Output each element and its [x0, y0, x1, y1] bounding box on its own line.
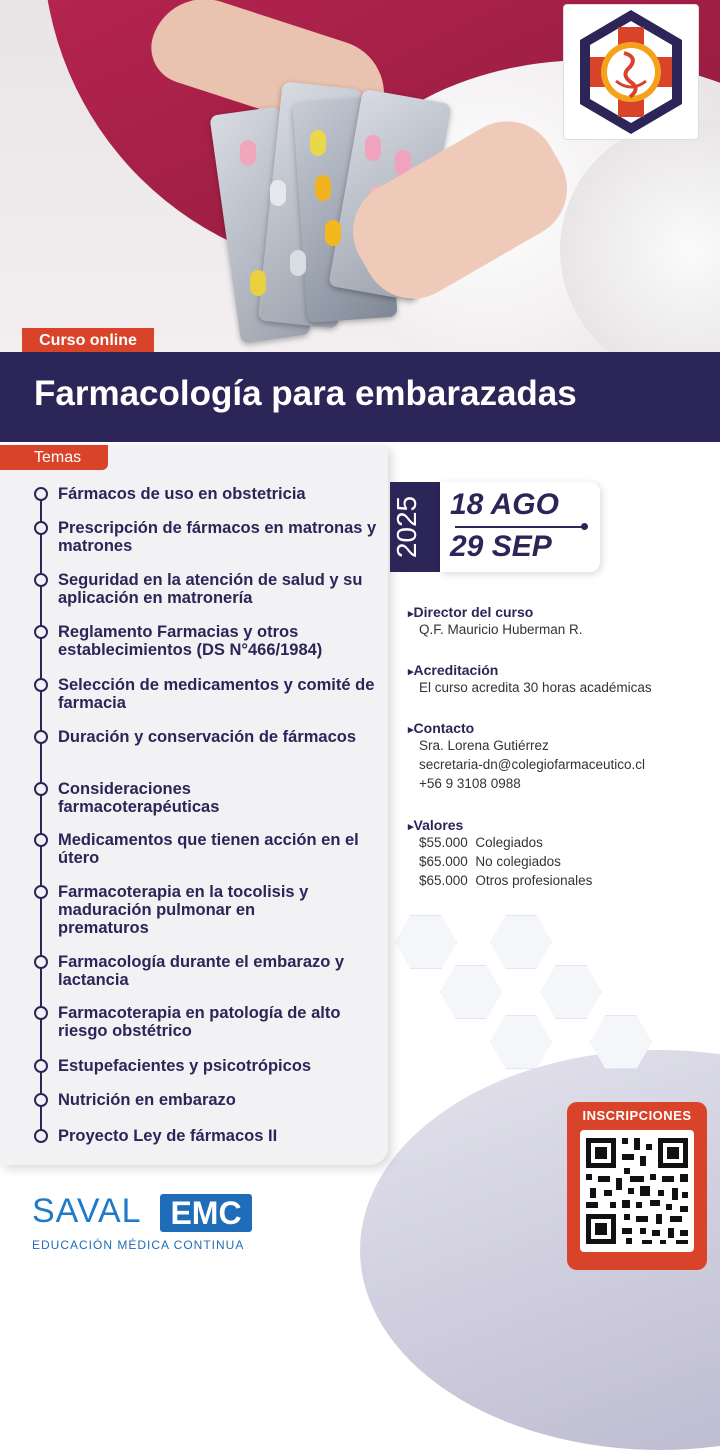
date-divider-dot	[581, 523, 588, 530]
pill	[250, 270, 266, 296]
hexagon-decoration	[395, 915, 457, 969]
bullet-icon	[34, 521, 48, 535]
director-name: Q.F. Mauricio Huberman R.	[419, 622, 583, 637]
topics-label: Temas	[0, 445, 108, 470]
hexagon-decoration	[540, 965, 602, 1019]
qr-code[interactable]	[580, 1130, 694, 1252]
bullet-icon	[34, 1059, 48, 1073]
date-divider	[455, 526, 583, 528]
contact-phone[interactable]: +56 9 3108 0988	[419, 776, 521, 791]
price-row: $65.000 No colegiados	[419, 854, 561, 869]
accreditation-section	[408, 662, 652, 697]
pharmacy-logo	[563, 4, 699, 140]
topic-item: Farmacología durante el embarazo y lactancia	[34, 953, 378, 989]
accreditation-text: El curso acredita 30 horas académicas	[419, 680, 652, 695]
topic-item: Nutrición en embarazo	[34, 1091, 378, 1109]
emc-logo: EMC	[160, 1194, 252, 1232]
pill	[315, 175, 331, 201]
bullet-icon	[34, 885, 48, 899]
course-title: Farmacología para embarazadas	[34, 374, 577, 413]
topic-item: Seguridad en la atención de salud y su aplicación en matronería	[34, 571, 378, 607]
topic-item: Duración y conservación de fármacos	[34, 728, 378, 746]
course-year: 2025	[391, 495, 422, 559]
pill	[240, 140, 256, 166]
end-date: 29 SEP	[450, 530, 552, 563]
hexagon-decoration	[490, 915, 552, 969]
pill	[270, 180, 286, 206]
topic-item: Medicamentos que tienen acción en el útero	[34, 831, 378, 867]
saval-logo: SAVAL	[32, 1192, 142, 1230]
bullet-icon	[34, 487, 48, 501]
pill	[310, 130, 326, 156]
registration-label: INSCRIPCIONES	[582, 1108, 692, 1123]
prices-section	[408, 817, 592, 890]
bullet-icon	[34, 678, 48, 692]
pill	[365, 135, 381, 161]
topic-item: Selección de medicamentos y comité de farmacia	[34, 676, 378, 712]
director-heading: ▸ Director del curso	[408, 604, 583, 620]
contact-heading: ▸ Contacto	[408, 720, 645, 736]
accreditation-heading: ▸ Acreditación	[408, 662, 652, 678]
contact-email[interactable]: secretaria-dn@colegiofarmaceutico.cl	[419, 757, 646, 772]
start-date: 18 AGO	[450, 488, 559, 521]
prices-heading: ▸ Valores	[408, 817, 592, 833]
bullet-icon	[34, 1129, 48, 1143]
director-section	[408, 604, 583, 639]
brand-subtitle: EDUCACIÓN MÉDICA CONTINUA	[32, 1238, 245, 1252]
contact-name: Sra. Lorena Gutiérrez	[419, 738, 549, 753]
bullet-icon	[34, 730, 48, 744]
topic-item: Farmacoterapia en la tocolisis y maduración pulmonar en prematuros	[34, 883, 343, 937]
topic-item: Prescripción de fármacos en matronas y matrones	[34, 519, 378, 555]
topic-item: Estupefacientes y psicotrópicos	[34, 1057, 378, 1075]
bullet-icon	[34, 573, 48, 587]
hexagon-decoration	[490, 1015, 552, 1069]
bullet-icon	[34, 833, 48, 847]
bullet-icon	[34, 955, 48, 969]
topic-item: Fármacos de uso en obstetricia	[34, 485, 378, 503]
bullet-icon	[34, 782, 48, 796]
course-type-badge: Curso online	[22, 328, 154, 354]
title-bar	[0, 352, 720, 442]
hexagon-decoration	[440, 965, 502, 1019]
bullet-icon	[34, 625, 48, 639]
pill	[290, 250, 306, 276]
topic-item: Farmacoterapia en patología de alto riesgo obstétrico	[34, 1004, 358, 1040]
topic-item: Proyecto Ley de fármacos II	[34, 1127, 378, 1145]
bullet-icon	[34, 1006, 48, 1020]
topic-item: Consideraciones farmacoterapéuticas	[34, 780, 238, 816]
bullet-icon	[34, 1093, 48, 1107]
topic-item: Reglamento Farmacias y otros establecimientos (DS N°466/1984)	[34, 623, 378, 659]
contact-section	[408, 720, 645, 793]
pill	[325, 220, 341, 246]
price-row: $55.000 Colegiados	[419, 835, 543, 850]
price-row: $65.000 Otros profesionales	[419, 873, 593, 888]
